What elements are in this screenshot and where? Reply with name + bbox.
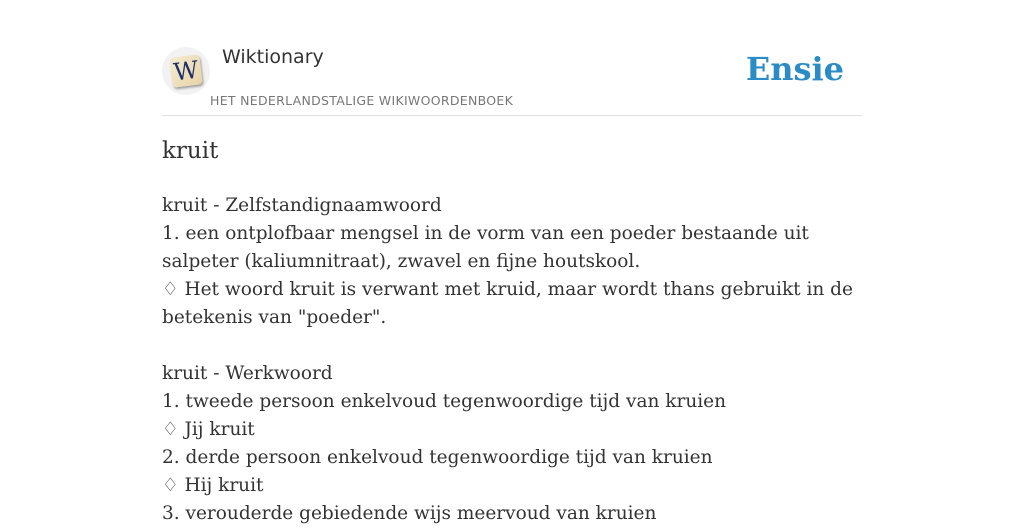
definition-line: 2. derde persoon enkelvoud tegenwoordige tijd van kruien [162, 447, 713, 468]
wiktionary-logo-icon [169, 54, 202, 87]
definition-note: ♢ Hij kruit [162, 475, 264, 496]
page-title: kruit [162, 138, 219, 164]
definition-content [162, 192, 862, 528]
definition-line: 1. een ontplofbaar mengsel in de vorm van een poeder bestaande uit salpeter (kaliumnitraat), zwavel en fijne houtskool. [162, 223, 809, 272]
definition-line: 1. tweede persoon enkelvoud tegenwoordige tijd van kruien [162, 391, 727, 412]
entry-heading: kruit - Zelfstandignaamwoord [162, 195, 442, 216]
logo-letter: W [172, 55, 200, 87]
site-tagline: HET NEDERLANDSTALIGE WIKIWOORDENBOEK [210, 93, 514, 108]
entry-heading: kruit - Werkwoord [162, 363, 333, 384]
header-divider [162, 115, 862, 116]
logo[interactable] [162, 47, 210, 95]
definition-note: ♢ Het woord kruit is verwant met kruid, maar wordt thans gebruikt in de betekenis van "poeder". [162, 279, 853, 328]
brand-logo[interactable]: Ensie [745, 50, 844, 88]
spacer [162, 332, 862, 360]
site-name[interactable]: Wiktionary [222, 46, 324, 68]
definition-line: 3. verouderde gebiedende wijs meervoud van kruien [162, 503, 657, 524]
definition-note: ♢ Jij kruit [162, 419, 255, 440]
